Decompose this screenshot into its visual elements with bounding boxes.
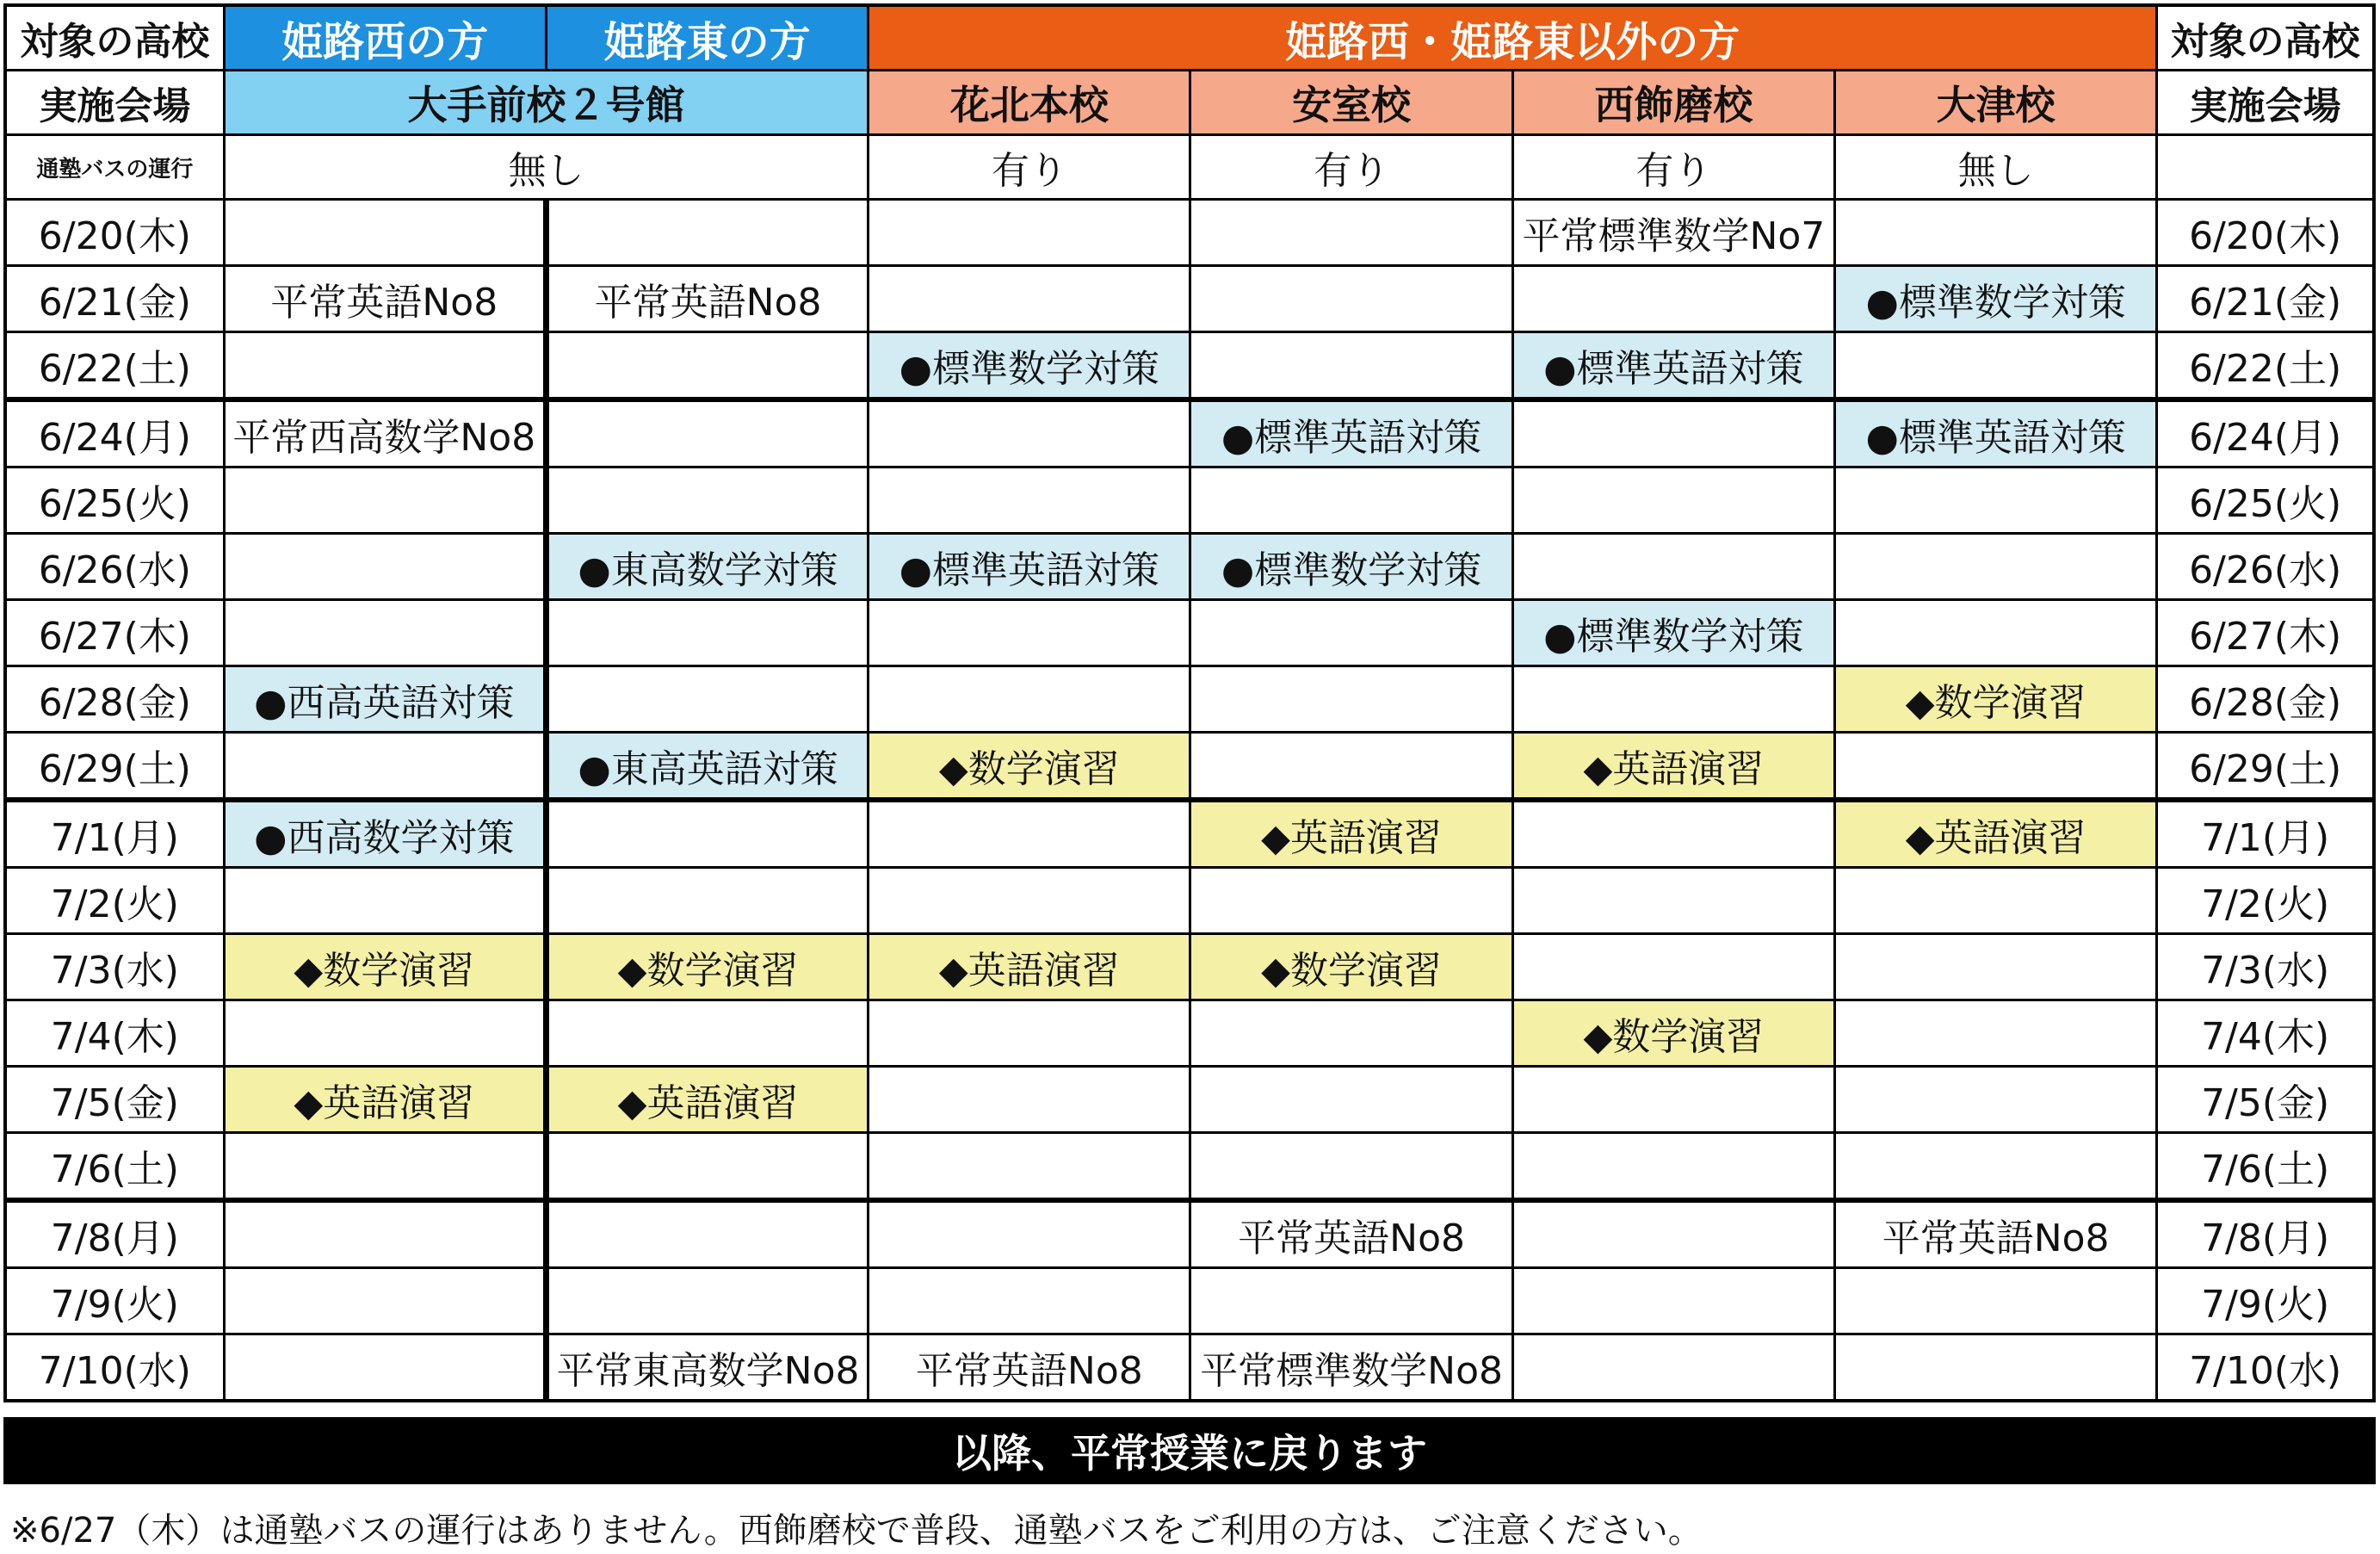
class-cell [1835, 934, 2157, 1000]
class-cell: ●標準英語対策 [1512, 332, 1834, 400]
class-cell [1512, 1067, 1834, 1133]
class-cell: ●西高数学対策 [224, 800, 546, 868]
class-cell [546, 332, 868, 400]
class-cell [1190, 1133, 1512, 1201]
bus-kahoku: 有り [869, 135, 1190, 200]
class-cell: 平常英語No8 [869, 1334, 1190, 1402]
group-himeji-higashi: 姫路東の方 [546, 5, 868, 71]
class-cell [1190, 666, 1512, 733]
footnote: ※6/27（木）は通塾バスの運行はありません。西飾磨校で普段、通塾バスをご利用の方は、ご注意ください。 [10, 1511, 1703, 1551]
date-cell: 6/29(土) [5, 733, 224, 801]
schedule-row [5, 467, 2374, 534]
class-cell [869, 266, 1190, 332]
date-cell: 6/25(火) [5, 467, 224, 534]
class-cell: ●西高英語対策 [224, 666, 546, 733]
class-cell [869, 800, 1190, 868]
class-cell [1512, 399, 1834, 467]
schedule-row [5, 200, 2374, 266]
class-cell [224, 733, 546, 801]
date-cell: 7/1(月) [5, 800, 224, 868]
schedule-row [5, 266, 2374, 332]
schedule-row [5, 399, 2374, 467]
class-cell [869, 666, 1190, 733]
class-cell [1835, 868, 2157, 934]
class-cell: ◆数学演習 [1512, 1000, 1834, 1067]
date-cell: 6/27(木) [5, 600, 224, 666]
class-cell [546, 399, 868, 467]
group-others: 姫路西・姫路東以外の方 [869, 5, 2157, 71]
schedule-row [5, 800, 2374, 868]
bus-otsu: 無し [1835, 135, 2157, 200]
class-cell [1512, 1268, 1834, 1334]
class-cell: ◆英語演習 [1512, 733, 1834, 801]
class-cell [224, 1200, 546, 1268]
class-cell [869, 868, 1190, 934]
schedule-table [3, 3, 2376, 1402]
venue-otsu: 大津校 [1835, 71, 2157, 135]
class-cell [224, 600, 546, 666]
class-cell [869, 1000, 1190, 1067]
class-cell [1190, 200, 1512, 266]
bus-label: 通塾バスの運行 [5, 135, 224, 200]
class-cell: 平常西高数学No8 [224, 399, 546, 467]
venue-otemae: 大手前校２号館 [224, 71, 869, 135]
target-school-label: 対象の高校 [5, 5, 224, 71]
class-cell [224, 868, 546, 934]
date-cell-right: 6/20(木) [2157, 200, 2374, 266]
date-cell-right: 6/29(土) [2157, 733, 2374, 801]
class-cell: ◆数学演習 [224, 934, 546, 1000]
class-cell [1512, 934, 1834, 1000]
class-cell [224, 1133, 546, 1201]
date-cell-right: 7/3(水) [2157, 934, 2374, 1000]
class-cell [224, 534, 546, 600]
class-cell [1835, 467, 2157, 534]
class-cell [1835, 733, 2157, 801]
class-cell [869, 399, 1190, 467]
class-cell [546, 800, 868, 868]
date-cell: 6/28(金) [5, 666, 224, 733]
class-cell [1835, 1334, 2157, 1402]
bus-otemae: 無し [224, 135, 869, 200]
class-cell [869, 1133, 1190, 1201]
venue-label: 実施会場 [5, 71, 224, 135]
date-cell-right: 6/27(木) [2157, 600, 2374, 666]
date-cell-right: 7/10(水) [2157, 1334, 2374, 1402]
class-cell [1835, 1067, 2157, 1133]
group-himeji-nishi: 姫路西の方 [224, 5, 546, 71]
class-cell [224, 1268, 546, 1334]
class-cell [546, 1268, 868, 1334]
schedule-row [5, 1133, 2374, 1201]
schedule-row [5, 1067, 2374, 1133]
date-cell: 7/8(月) [5, 1200, 224, 1268]
class-cell [1835, 600, 2157, 666]
venue-nishishikama: 西飾磨校 [1512, 71, 1834, 135]
date-cell: 7/10(水) [5, 1334, 224, 1402]
class-cell [1190, 1268, 1512, 1334]
schedule-row [5, 868, 2374, 934]
class-cell [1190, 868, 1512, 934]
class-cell: 平常英語No8 [1190, 1200, 1512, 1268]
class-cell: ◆数学演習 [546, 934, 868, 1000]
class-cell [224, 1000, 546, 1067]
class-cell: ◆英語演習 [546, 1067, 868, 1133]
header-row-bus [5, 135, 2374, 200]
class-cell [546, 1000, 868, 1067]
class-cell: ◆数学演習 [1835, 666, 2157, 733]
class-cell [1835, 534, 2157, 600]
class-cell [869, 200, 1190, 266]
date-cell: 7/2(火) [5, 868, 224, 934]
schedule-row [5, 1334, 2374, 1402]
class-cell: ●標準英語対策 [869, 534, 1190, 600]
class-cell: ●標準英語対策 [1835, 399, 2157, 467]
schedule-row [5, 1268, 2374, 1334]
date-cell: 6/22(土) [5, 332, 224, 400]
class-cell: 平常英語No8 [1835, 1200, 2157, 1268]
date-cell: 7/5(金) [5, 1067, 224, 1133]
venue-label-right: 実施会場 [2157, 71, 2374, 135]
schedule-row [5, 332, 2374, 400]
date-cell-right: 7/4(木) [2157, 1000, 2374, 1067]
date-cell: 6/21(金) [5, 266, 224, 332]
class-cell: 平常東高数学No8 [546, 1334, 868, 1402]
date-cell-right: 7/5(金) [2157, 1067, 2374, 1133]
class-cell [1512, 666, 1834, 733]
date-cell-right: 7/1(月) [2157, 800, 2374, 868]
class-cell [1512, 800, 1834, 868]
date-cell-right: 6/22(土) [2157, 332, 2374, 400]
class-cell [546, 600, 868, 666]
class-cell [224, 1334, 546, 1402]
class-cell [1512, 467, 1834, 534]
header-row-venue [5, 71, 2374, 135]
date-cell: 7/9(火) [5, 1268, 224, 1334]
class-cell [546, 200, 868, 266]
class-cell: 平常標準数学No8 [1190, 1334, 1512, 1402]
class-cell [1190, 332, 1512, 400]
class-cell [869, 600, 1190, 666]
class-cell [1190, 1000, 1512, 1067]
date-cell-right: 6/24(月) [2157, 399, 2374, 467]
class-cell [1190, 266, 1512, 332]
class-cell: 平常英語No8 [224, 266, 546, 332]
class-cell: ●東高数学対策 [546, 534, 868, 600]
class-cell [1190, 467, 1512, 534]
class-cell: ●標準数学対策 [1512, 600, 1834, 666]
class-cell: ◆英語演習 [224, 1067, 546, 1133]
class-cell [1190, 733, 1512, 801]
class-cell [1512, 1334, 1834, 1402]
class-cell [224, 467, 546, 534]
class-cell [1512, 1133, 1834, 1201]
venue-kahoku: 花北本校 [869, 71, 1190, 135]
class-cell: 平常標準数学No7 [1512, 200, 1834, 266]
class-cell: ●標準数学対策 [1190, 534, 1512, 600]
date-cell: 6/20(木) [5, 200, 224, 266]
date-cell: 6/26(水) [5, 534, 224, 600]
class-cell [1512, 534, 1834, 600]
class-cell [224, 332, 546, 400]
class-cell [546, 868, 868, 934]
class-cell [869, 1200, 1190, 1268]
date-cell-right: 6/26(水) [2157, 534, 2374, 600]
class-cell: ●標準数学対策 [1835, 266, 2157, 332]
class-cell [869, 467, 1190, 534]
date-cell: 7/6(土) [5, 1133, 224, 1201]
class-cell [1835, 1000, 2157, 1067]
date-cell-right: 7/8(月) [2157, 1200, 2374, 1268]
class-cell [1835, 1268, 2157, 1334]
date-cell: 6/24(月) [5, 399, 224, 467]
bus-empty-right [2157, 135, 2374, 200]
schedule-row [5, 600, 2374, 666]
class-cell: ●標準数学対策 [869, 332, 1190, 400]
schedule-row [5, 934, 2374, 1000]
date-cell-right: 6/21(金) [2157, 266, 2374, 332]
class-cell [1512, 1200, 1834, 1268]
class-cell: ◆英語演習 [1835, 800, 2157, 868]
class-cell: ◆英語演習 [1190, 800, 1512, 868]
class-cell [546, 666, 868, 733]
class-cell [1835, 1133, 2157, 1201]
class-cell: ◆数学演習 [1190, 934, 1512, 1000]
footer-bar: 以降、平常授業に戻ります [3, 1417, 2376, 1484]
date-cell-right: 6/25(火) [2157, 467, 2374, 534]
bus-amuro: 有り [1190, 135, 1512, 200]
class-cell [224, 200, 546, 266]
class-cell: ◆英語演習 [869, 934, 1190, 1000]
class-cell [546, 1200, 868, 1268]
class-cell: ◆数学演習 [869, 733, 1190, 801]
class-cell [1835, 332, 2157, 400]
date-cell-right: 7/9(火) [2157, 1268, 2374, 1334]
date-cell: 7/3(水) [5, 934, 224, 1000]
header-row-target [5, 5, 2374, 71]
schedule-row [5, 534, 2374, 600]
class-cell [1512, 266, 1834, 332]
date-cell-right: 7/2(火) [2157, 868, 2374, 934]
schedule-row [5, 1200, 2374, 1268]
class-cell: ●東高英語対策 [546, 733, 868, 801]
schedule-row [5, 733, 2374, 801]
class-cell: 平常英語No8 [546, 266, 868, 332]
class-cell: ●標準英語対策 [1190, 399, 1512, 467]
date-cell-right: 7/6(土) [2157, 1133, 2374, 1201]
target-school-label-right: 対象の高校 [2157, 5, 2374, 71]
class-cell [1190, 600, 1512, 666]
class-cell [1512, 868, 1834, 934]
schedule-row [5, 1000, 2374, 1067]
bus-nishishikama: 有り [1512, 135, 1834, 200]
class-cell [1835, 200, 2157, 266]
class-cell [546, 1133, 868, 1201]
schedule-row [5, 666, 2374, 733]
class-cell [546, 467, 868, 534]
class-cell [1190, 1067, 1512, 1133]
date-cell-right: 6/28(金) [2157, 666, 2374, 733]
date-cell: 7/4(木) [5, 1000, 224, 1067]
venue-amuro: 安室校 [1190, 71, 1512, 135]
class-cell [869, 1067, 1190, 1133]
class-cell [869, 1268, 1190, 1334]
